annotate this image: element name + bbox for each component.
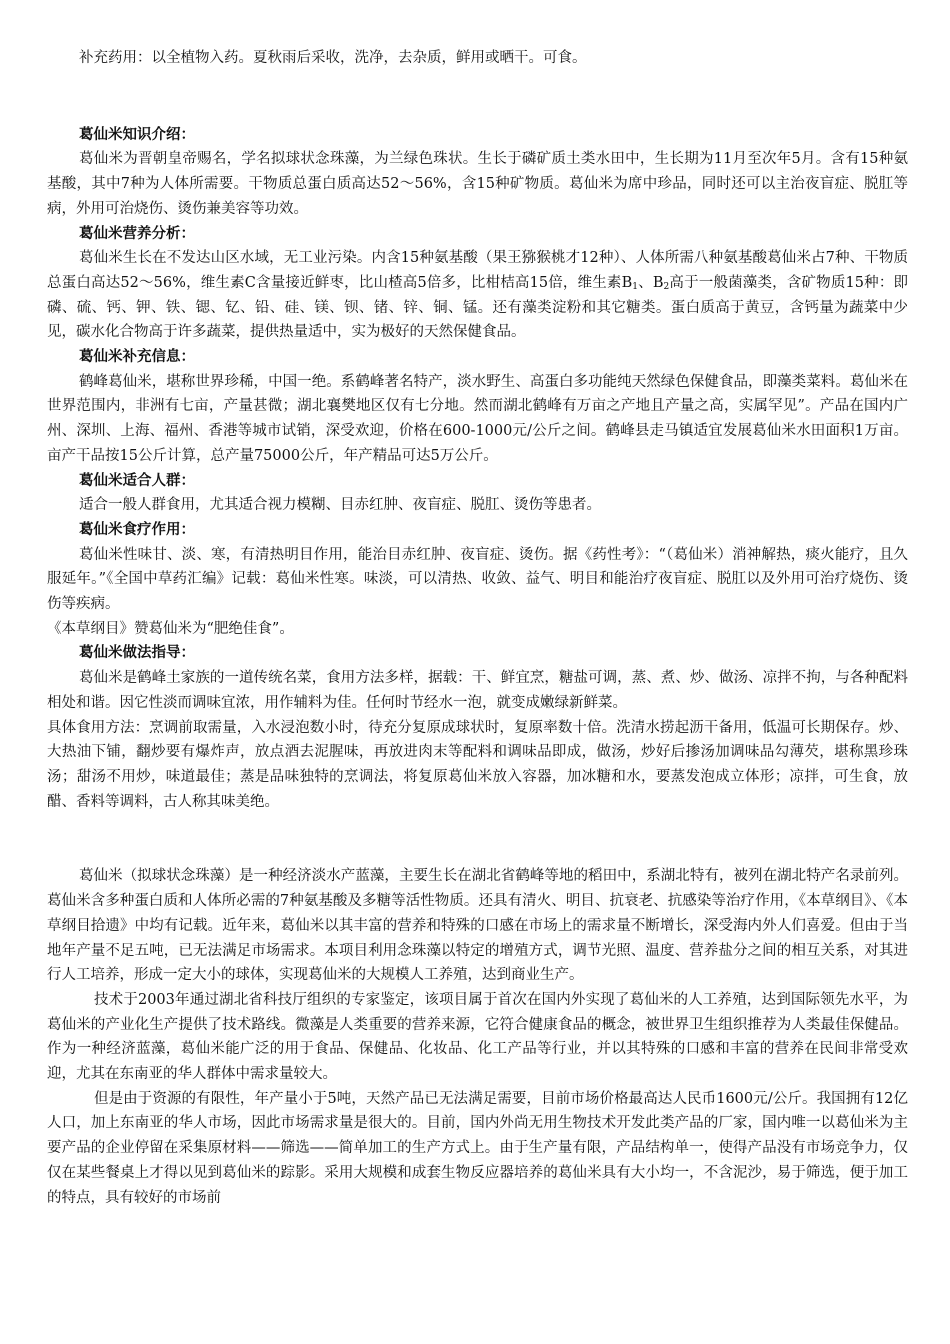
market-paragraph: 但是由于资源的有限性，年产量小于5吨，天然产品已无法满足需要，目前市场价格最高达人民币1600元/公斤。我国拥有12亿人口，加上东南亚的华人市场，因此市场需求量是很大的。目前，国内外尚无用生物技术开发此类产品的厂家，国内唯一以葛仙米为主要产品的企业停留在采集原材料——筛选——简单加工的生产方式上。由于生产量有限，产品结构单一，使得产品没有市场竞争力，仅仅在某些餐桌上才得以见到葛仙米的踪影。采用大规模和成套生物反应器培养的葛仙米具有大小均一，不含泥沙，易于筛选，便于加工的特点，具有较好的市场前 <box>47 1090 908 1206</box>
cooking-guide-paragraph: 葛仙米是鹤峰土家族的一道传统名菜，食用方法多样，据载：干、鲜宜烹，糖盐可调，蒸、煮、炒、做汤、凉拌不拘，与各种配料相处和谐。因它性淡而调味宜浓，用作辅料为佳。任何时节经水一泡，就变成嫩绿新鲜菜。 <box>47 670 908 711</box>
dietary-therapy-paragraph: 葛仙米性味甘、淡、寒，有清热明目作用，能治目赤红肿、夜盲症、烫伤。据《药性考》：“（葛仙米）消神解热，痰火能疗，且久服延年。”《全国中草药汇编》记载：葛仙米性寒。味淡，可以清热、收敛、益气、明目和能治疗夜盲症、脱肛以及外用可治疗烧伤、烫伤等疾病。 <box>47 546 908 613</box>
heading-nutrition-analysis: 葛仙米营养分析： <box>79 225 195 242</box>
technology-paragraph: 技术于2003年通过湖北省科技厅组织的专家鉴定，该项目属于首次在国内外实现了葛仙米的人工养殖，达到国际领先水平，为葛仙米的产业化生产提供了技术路线。微藻是人类重要的营养来源，它符合健康食品的概念，被世界卫生组织推荐为人类最佳保健品。作为一种经济蓝藻，葛仙米能广泛的用于食品、保健品、化妆品、化工产品等行业，并以其特殊的口感和丰富的营养在民间非常受欢迎，尤其在东南亚的华人群体中需求量较大。 <box>47 991 908 1083</box>
nutrition-analysis-paragraph: 葛仙米生长在不发达山区水域，无工业污染。内含15种氨基酸（果王猕猴桃才12种）、人体所需八种氨基酸葛仙米占7种、干物质总蛋白高达52～56%，维生素C含量接近鲜枣，比山楂高5倍多，比柑桔高15倍，维生素$B_1$、$B_2$高于一般菌藻类，含矿物质15种：即磷、硫、钙、钾、铁、锶、钇、铅、硅、镁、钡、锗、锌、铜、锰。还有藻类淀粉和其它糖类。蛋白质高于黄豆，含钙量为蔬菜中少见，碳水化合物高于许多蔬菜，提供热量适中，实为极好的天然保健食品。 <box>47 250 909 341</box>
section-gap <box>47 71 908 123</box>
heading-suitable-people: 葛仙米适合人群： <box>79 472 195 489</box>
compendium-quote-paragraph: 《本草纲目》赞葛仙米为“肥绝佳食”。 <box>47 620 294 637</box>
cooking-method-paragraph: 具体食用方法：烹调前取需量，入水浸泡数小时，待充分复原成球状时，复原率数十倍。洗清水捞起沥干备用，低温可长期保存。炒、大热油下铺，翻炒要有爆炸声，放点酒去泥腥味，再放进肉末等配料和调味品即成，做汤，炒好后掺汤加调味品勾薄芡，堪称黑珍珠汤；甜汤不用炒，味道最佳；蒸是品味独特的烹调法，将复原葛仙米放入容器，加冰糖和水，要蒸发泡成立体形；凉拌，可生食，放醋、香料等调料，古人称其味美绝。 <box>47 719 908 810</box>
heading-supplementary-info: 葛仙米补充信息： <box>79 349 195 366</box>
heading-knowledge-intro: 葛仙米知识介绍： <box>79 126 195 143</box>
knowledge-intro-paragraph: 葛仙米为晋朝皇帝赐名，学名拟球状念珠藻，为兰绿色珠状。生长于磷矿质土类水田中，生长期为11月至次年5月。含有15种氨基酸，其中7种为人体所需要。干物质总蛋白质高达52～56%，含15种矿物质。葛仙米为席中珍品，同时还可以主治夜盲症、脱肛等病，外用可治烧伤、烫伤兼美容等功效。 <box>47 151 908 217</box>
section-gap <box>47 814 908 864</box>
overview-paragraph: 葛仙米（拟球状念珠藻）是一种经济淡水产蓝藻，主要生长在湖北省鹤峰等地的稻田中，系湖北特有，被列在湖北特产名录前列。葛仙米含多种蛋白质和人体所必需的7种氨基酸及多糖等活性物质。还具有清火、明目、抗衰老、抗感染等治疗作用，《本草纲目》、《本草纲目拾遗》中均有记载。近年来，葛仙米以其丰富的营养和特殊的口感在市场上的需求量不断增长，深受海内外人们喜爱。但由于当地年产量不足五吨，已无法满足市场需求。本项目利用念珠藻以特定的增殖方式，调节光照、温度、营养盐分之间的相互关系，对其进行人工培养，形成一定大小的球体，实现葛仙米的大规模人工养殖，达到商业生产。 <box>47 868 908 984</box>
heading-cooking-guide: 葛仙米做法指导： <box>79 645 195 662</box>
supplementary-medicinal-paragraph: 补充药用：以全植物入药。夏秋雨后采收，洗净，去杂质，鲜用或晒干。可食。 <box>79 50 587 66</box>
suitable-people-paragraph: 适合一般人群食用，尤其适合视力模糊、目赤红肿、夜盲症、脱肛、烫伤等患者。 <box>79 497 601 514</box>
supplementary-info-paragraph: 鹤峰葛仙米，堪称世界珍稀，中国一绝。系鹤峰著名特产，淡水野生、高蛋白多功能纯天然绿色保健食品，即藻类菜料。葛仙米在世界范围内，非洲有七亩，产量甚微；湖北襄樊地区仅有七分地。然而湖北鹤峰有万亩之产地且产量之高，实属罕见”。产品在国内广州、深圳、上海、福州、香港等城市试销，深受欢迎，价格在600-1000元/公斤之间。鹤峰县走马镇适宜发展葛仙米水田面积1万亩。亩产干品按15公斤计算，总产量75000公斤，年产精品可达5万公斤。 <box>47 373 908 464</box>
heading-dietary-therapy: 葛仙米食疗作用： <box>79 521 195 538</box>
